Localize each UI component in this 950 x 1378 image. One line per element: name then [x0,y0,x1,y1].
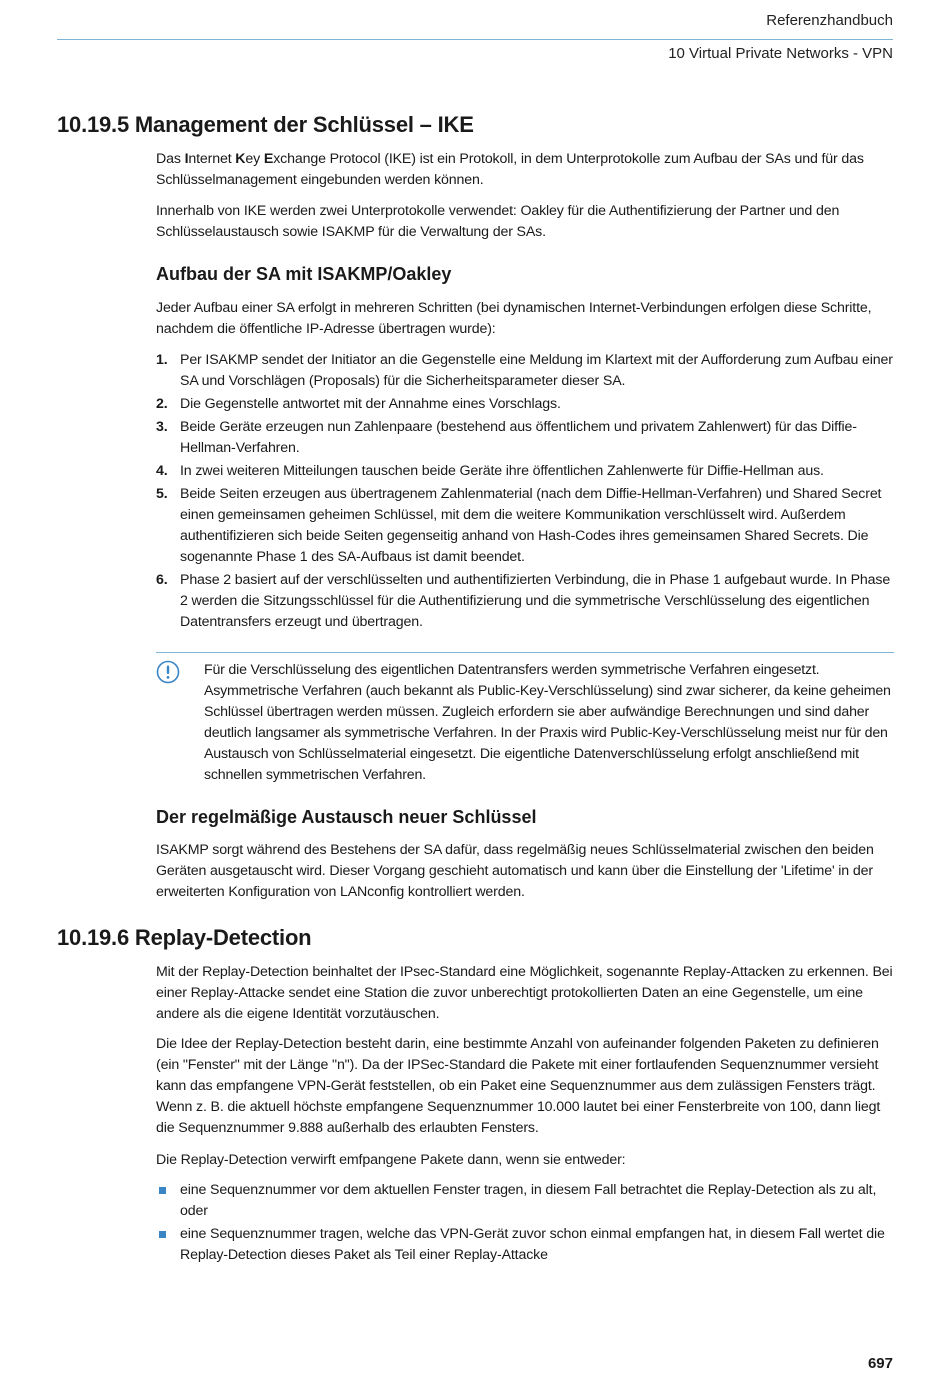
note-divider [156,652,894,653]
replay-paragraph-3: Die Replay-Detection verwirft emfpangene Pakete dann, wenn sie entweder: [156,1152,626,1168]
list-item: 5. Beide Seiten erzeugen aus übertragenem Zahlenmaterial (nach dem Diffie-Hellman-Verfahren) und Shared Secret einen gemeinsamen geheimen Schlüssel, mit dem die weitere Kommunikation verschlüsselt wird. Außerdem authentifizieren sich beide Seiten gegenseitig anhand von Hash-Codes ihres gemeinsamen Shared Secrets. Die sogenannte Phase 1 des SA-Aufbaus ist damit beendet. [156,486,882,565]
key-exchange-paragraph: ISAKMP sorgt während des Bestehens der SA dafür, dass regelmäßig neues Schlüsselmaterial zwischen den beiden Geräten ausgetauscht wird. Dieser Vorgang geschieht automatisch und kann über die Einstellung der 'Lifetime' in der erweiterten Konfiguration von LANconfig kontrolliert werden. [156,842,874,900]
exclamation-circle-icon [156,660,180,684]
ike-protocols-paragraph: Innerhalb von IKE werden zwei Unterprotokolle verwendet: Oakley für die Authentifizierung der Partner und den Schlüsselaustausch sowie ISAKMP für die Verwaltung der SAs. [156,203,840,240]
subheading-sa-setup: Aufbau der SA mit ISAKMP/Oakley [156,264,452,284]
sa-setup-intro: Jeder Aufbau einer SA erfolgt in mehreren Schritten (bei dynamischen Internet-Verbindungen erfolgen diese Schritte, nachdem die öffentliche IP-Adresse übertragen wurde): [156,300,872,337]
note-text: Für die Verschlüsselung des eigentlichen Datentransfers werden symmetrische Verfahren eingesetzt. Asymmetrische Verfahren (auch bekannt als Public-Key-Verschlüsselung) sind zwar sicherer, da keine geheimen Schlüssel übertragen werden müssen. Zugleich erfordern sie aber aufwändige Berechnungen und sind daher deutlich langsamer als symmetrische Verfahren. In der Praxis wird Public-Key-Verschlüsselung meist nur für den Austausch von Schlüsselmaterial eingesetzt. Die eigentliche Datenverschlüsselung erfolgt anschließend mit schnellen symmetrischen Verfahren. [204,662,891,783]
replay-paragraph-1: Mit der Replay-Detection beinhaltet der IPsec-Standard eine Möglichkeit, sogenannte Replay-Attacken zu erkennen. Bei einer Replay-Attacke sendet eine Station die zuvor unberechtigt protokollierten Daten an eine Gegenstelle, um eine andere als die eigene Identität vorzutäuschen. [156,964,893,1022]
replay-conditions-list [156,1180,896,1268]
list-item: 3. Beide Geräte erzeugen nun Zahlenpaare (bestehend aus öffentlichem und privatem Zahlenwert) für das Diffie-Hellman-Verfahren. [156,419,857,456]
section-heading-ike: 10.19.5 Management der Schlüssel – IKE [57,112,474,137]
section-heading-replay: 10.19.6 Replay-Detection [57,925,312,950]
subheading-key-exchange: Der regelmäßige Austausch neuer Schlüssel [156,807,537,827]
list-item: 2. Die Gegenstelle antwortet mit der Annahme eines Vorschlags. [156,396,561,412]
page-number: 697 [867,1355,893,1372]
ike-intro-paragraph: Das Internet Key Exchange Protocol (IKE) ist ein Protokoll, in dem Unterprotokolle zum Aufbau der SAs und für das Schlüsselmanagement eingebunden werden können. [156,151,864,188]
square-bullet-icon [159,1231,166,1238]
replay-paragraph-2: Die Idee der Replay-Detection besteht darin, eine bestimmte Anzahl von aufeinander folgenden Paketen zu definieren (ein "Fenster" mit der Länge "n"). Da der IPSec-Standard die Pakete mit einer fortlaufenden Sequenznummer versieht kann das empfangene VPN-Gerät feststellen, ob ein Paket eine Sequenznummer aus dem zulässigen Fensters trägt. Wenn z. B. die aktuell höchste empfangene Sequenznummer 10.000 lautet bei einer Fensterbreite von 100, dann liegt die Sequenznummer 9.888 außerhalb des erlaubten Fensters. [156,1036,881,1136]
header-divider [57,39,893,40]
list-item: eine Sequenznummer tragen, welche das VPN-Gerät zuvor schon einmal empfangen hat, in diesem Fall wertet die Replay-Detection dieses Paket als Teil einer Replay-Attacke [156,1224,896,1266]
square-bullet-icon [159,1187,166,1194]
list-item: 1. Per ISAKMP sendet der Initiator an die Gegenstelle eine Meldung im Klartext mit der Aufforderung zum Aufbau einer SA und Vorschlägen (Proposals) für die Sicherheitsparameter dieser SA. [156,352,893,389]
running-header-chapter: 10 Virtual Private Networks - VPN [668,45,893,62]
list-item: 6. Phase 2 basiert auf der verschlüsselten und authentifizierten Verbindung, die in Phase 1 aufgebaut wurde. In Phase 2 werden die Sitzungsschlüssel für die Authentifizierung und die symmetrische Verschlüsselung des eigentlichen Datentransfers erzeugt und übertragen. [156,572,891,630]
running-header-title: Referenzhandbuch [766,12,893,29]
list-item: eine Sequenznummer vor dem aktuellen Fenster tragen, in diesem Fall betrachtet die Replay-Detection als zu alt, oder [156,1180,896,1222]
sa-setup-steps [156,350,896,635]
list-item: 4. In zwei weiteren Mitteilungen tauschen beide Geräte ihre öffentlichen Zahlenwerte für Diffie-Hellman aus. [156,463,824,479]
